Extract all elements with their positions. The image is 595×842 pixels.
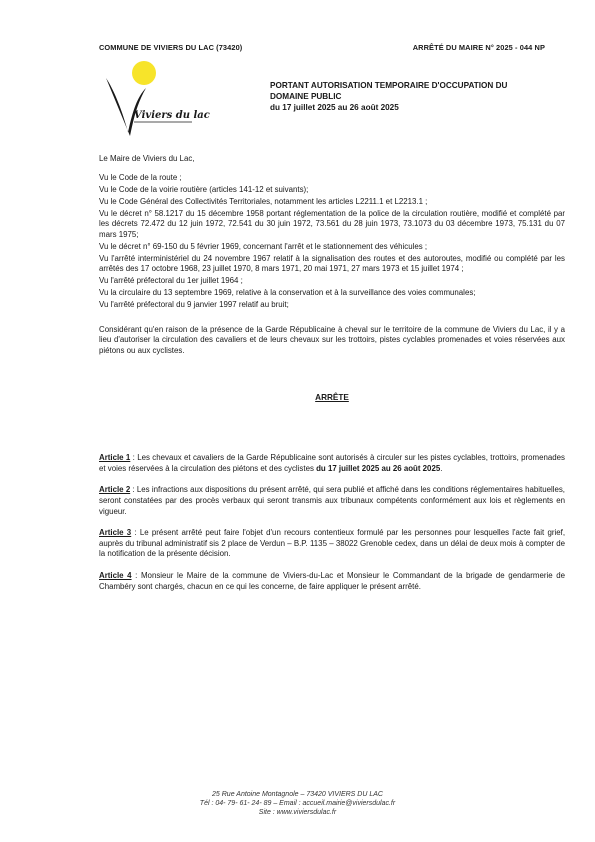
article-text: : Les infractions aux dispositions du présent arrêté, qui sera publié et affiché dans les conditions réglementaires habituelles, seront constatées par des procès verbaux qui seront transmis aux tribunaux compétents conformément aux lois et règlements en vigueur. [99, 485, 565, 516]
article-end: . [440, 463, 443, 473]
article-text: : Les chevaux et cavaliers de la Garde Républicaine sont autorisés à circuler sur les pistes cyclables, trottoirs, promenades et voies réservées à la circulation des piétons et des cyclistes [99, 453, 566, 473]
title-line-2: DOMAINE PUBLIC [270, 92, 342, 101]
title-line-1: PORTANT AUTORISATION TEMPORAIRE D'OCCUPATION DU [270, 81, 508, 90]
vu-item: Vu le Code de la route ; [99, 172, 182, 182]
vu-item: Vu le décret n° 69-150 du 5 février 1969, concernant l'arrêt et le stationnement des véhicules ; [99, 241, 428, 251]
vus-list [99, 173, 565, 311]
footer-contact: Tél : 04- 79- 61- 24- 89 – Email : accueil.mairie@viviersdulac.fr [199, 800, 396, 807]
commune-logo [100, 60, 220, 140]
vu-item: Vu l'arrêté préfectoral du 1er juillet 1964 ; [99, 276, 243, 286]
article-3 [99, 528, 565, 560]
document-body [99, 154, 565, 603]
article-text: : Monsieur le Maire de la commune de Viviers-du-Lac et Monsieur le Commandant de la brigade de gendarmerie de Chambéry sont chargés, chacun en ce qui les concerne, de faire appliquer le présent arrêté. [99, 570, 565, 591]
vu-item: Vu le Code Général des Collectivités Territoriales, notamment les articles L2211.1 et L2213.1 ; [99, 196, 428, 206]
sun-icon [132, 61, 156, 85]
greeting: Le Maire de Viviers du Lac, [99, 154, 195, 163]
arrete-heading: ARRÊTE [315, 392, 349, 402]
vu-item: Vu l'arrêté interministériel du 24 novembre 1967 relatif à la signalisation des routes et des autoroutes, modifié ou complété par les arrêtés des 17 octobre 1968, 23 juillet 1970, 8 mars 1971, 20 mai 1971, 27 mars 1973 et 15 juillet 1974 ; [99, 253, 565, 274]
article-date: du 17 juillet 2025 au 26 août 2025 [316, 463, 441, 473]
considerant: Considérant qu'en raison de la présence de la Garde Républicaine à cheval sur le territoire de la commune de Viviers du Lac, il y a lieu d'autoriser la circulation des cavaliers et de leurs chevaux sur les trottoirs, pistes cyclables promenades et voies réservées aux piétons ou aux cyclistes. [99, 324, 565, 356]
article-label: Article 3 [99, 528, 132, 538]
footer-address: 25 Rue Antoine Montagnole – 73420 VIVIERS DU LAC [212, 791, 383, 798]
footer-site: Site : www.viviersdulac.fr [258, 809, 337, 816]
logo-text: Viviers du lac [134, 110, 210, 121]
arrete-number: ARRÊTÉ DU MAIRE N° 2025 - 044 NP [412, 43, 545, 52]
vu-item: Vu le décret n° 58.1217 du 15 décembre 1958 portant réglementation de la police de la circulation routière, modifié et complété par les décrets 72.472 du 12 juin 1972, 72.541 du 30 juin 1972, 73.561 du 28 juin 1973, 73.1073 du 03 décembre 1973, 75.131 du 07 mars 1975; [99, 208, 565, 239]
commune-header: COMMUNE DE VIVIERS DU LAC (73420) [99, 43, 243, 52]
vu-item: Vu l'arrêté préfectoral du 9 janvier 1997 relatif au bruit; [99, 300, 289, 310]
vu-item: Vu le Code de la voirie routière (articles 141-12 et suivants); [99, 184, 309, 194]
article-label: Article 4 [99, 570, 132, 580]
vu-item: Vu la circulaire du 13 septembre 1969, relative à la conservation et à la surveillance des voies communales; [99, 288, 476, 298]
title-block [270, 80, 560, 113]
article-label: Article 2 [99, 485, 131, 495]
article-label: Article 1 [99, 453, 131, 463]
article-text: : Le présent arrêté peut faire l'objet d'un recours contentieux formulé par les personnes pour lesquelles l'acte fait grief, auprès du tribunal administratif sis 2 place de Verdun – B.P. 1135 – 38022 Grenoble cedex, dans un délai de deux mois à compter de la notification de la présente décision. [99, 528, 566, 559]
title-dates: du 17 juillet 2025 au 26 août 2025 [270, 103, 399, 112]
swoosh-icon [106, 78, 146, 136]
article-1 [99, 453, 565, 474]
footer [0, 790, 595, 817]
article-2 [99, 485, 565, 517]
article-4 [99, 571, 565, 592]
